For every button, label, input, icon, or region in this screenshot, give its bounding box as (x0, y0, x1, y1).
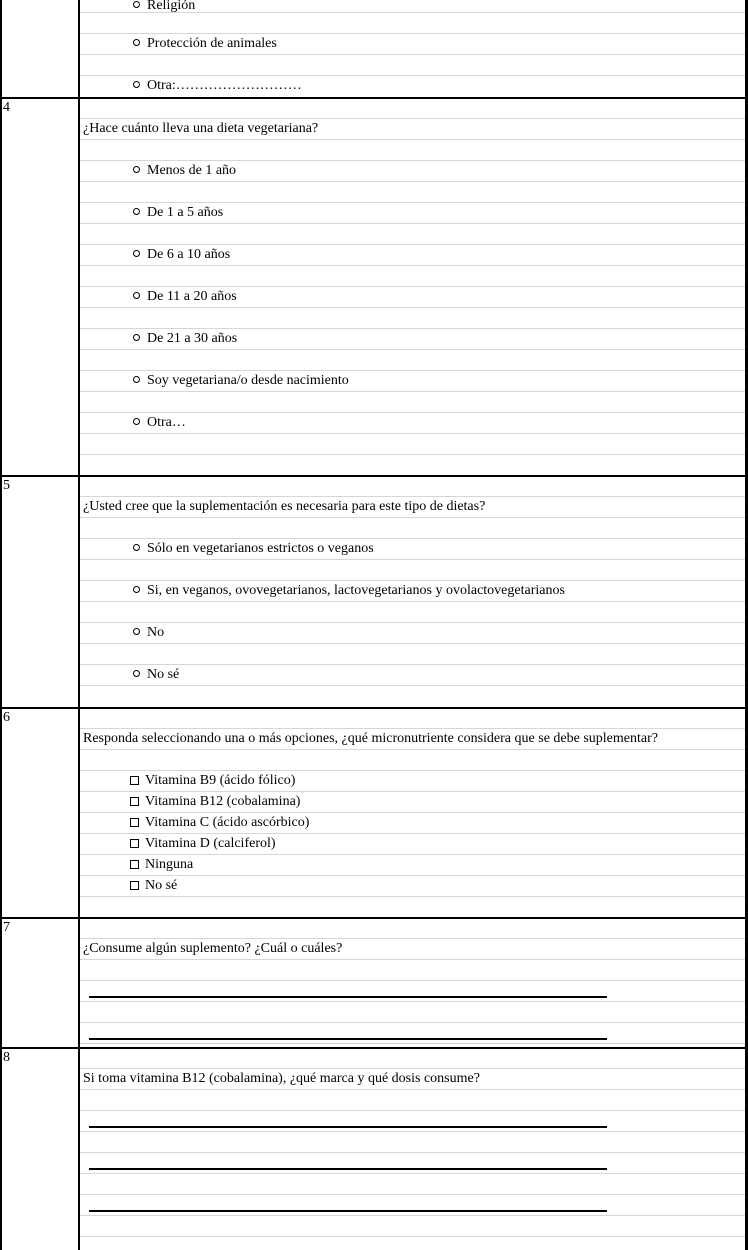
spacer-row (80, 55, 745, 76)
checkbox-option-label: Vitamina C (ácido ascórbico) (145, 815, 310, 830)
spacer-row (80, 560, 745, 581)
spacer-row (80, 1002, 745, 1023)
radio-option-row[interactable] (80, 34, 745, 55)
spacer-row (80, 518, 745, 539)
radio-option-row[interactable] (80, 665, 745, 686)
question-section (80, 0, 745, 97)
spacer-row (80, 644, 745, 665)
spacer-row (80, 99, 745, 119)
radio-circle-icon[interactable] (133, 81, 140, 88)
radio-option-row[interactable] (80, 623, 745, 644)
radio-circle-icon[interactable] (133, 418, 140, 425)
checkbox-icon[interactable] (130, 839, 139, 848)
radio-option-row[interactable] (80, 371, 745, 392)
radio-option-row[interactable] (80, 287, 745, 308)
answer-line-row (80, 1195, 745, 1216)
question-text: ¿Usted cree que la suplementación es necesaria para este tipo de dietas? (80, 497, 745, 518)
spacer-row (80, 1132, 745, 1153)
question-number: 5 (3, 478, 10, 493)
spacer-row (80, 182, 745, 203)
radio-option-label: De 11 a 20 años (147, 289, 237, 304)
checkbox-option-label: Vitamina B9 (ácido fólico) (145, 773, 296, 788)
question-section (80, 477, 745, 707)
spacer-row (80, 919, 745, 939)
spacer-row (80, 13, 745, 34)
question-number: 6 (3, 710, 10, 725)
radio-option-row[interactable] (80, 581, 745, 602)
radio-option-row[interactable] (80, 329, 745, 350)
radio-circle-icon[interactable] (133, 292, 140, 299)
radio-option-label: Otra:……………………… (147, 78, 302, 93)
question-text: Si toma vitamina B12 (cobalamina), ¿qué marca y qué dosis consume? (80, 1069, 745, 1090)
radio-circle-icon[interactable] (133, 208, 140, 215)
spacer-row (80, 140, 745, 161)
radio-circle-icon[interactable] (133, 376, 140, 383)
radio-circle-icon[interactable] (133, 628, 140, 635)
question-number: 7 (3, 920, 10, 935)
checkbox-icon[interactable] (130, 776, 139, 785)
radio-option-label: Soy vegetariana/o desde nacimiento (147, 373, 349, 388)
spacer-row (80, 266, 745, 287)
radio-circle-icon[interactable] (133, 166, 140, 173)
question-text: ¿Consume algún suplemento? ¿Cuál o cuáles? (80, 939, 745, 960)
row-divider (0, 475, 748, 477)
answer-line-row (80, 981, 745, 1002)
checkbox-icon[interactable] (130, 881, 139, 890)
answer-line[interactable] (89, 1210, 607, 1212)
radio-option-row[interactable] (80, 76, 745, 97)
spacer-row (80, 350, 745, 371)
row-divider (0, 97, 748, 99)
answer-line[interactable] (89, 1038, 607, 1040)
radio-option-label: De 21 a 30 años (147, 331, 238, 346)
answer-line-row (80, 1153, 745, 1174)
radio-circle-icon[interactable] (133, 39, 140, 46)
checkbox-icon[interactable] (130, 797, 139, 806)
checkbox-option-row[interactable] (80, 813, 745, 834)
question-number: 8 (3, 1050, 10, 1065)
spacer-row (80, 224, 745, 245)
radio-option-row[interactable] (80, 413, 745, 434)
checkbox-option-label: Vitamina D (calciferol) (145, 836, 276, 851)
spacer-row (80, 1216, 745, 1237)
radio-circle-icon[interactable] (133, 334, 140, 341)
radio-circle-icon[interactable] (133, 250, 140, 257)
spacer-row (80, 434, 745, 455)
spacer-row (80, 455, 745, 475)
radio-option-label: De 1 a 5 años (147, 205, 224, 220)
spacer-row (80, 602, 745, 623)
radio-circle-icon[interactable] (133, 586, 140, 593)
radio-option-label: Menos de 1 año (147, 163, 237, 178)
checkbox-option-row[interactable] (80, 855, 745, 876)
checkbox-option-row[interactable] (80, 771, 745, 792)
radio-option-row[interactable] (80, 539, 745, 560)
question-section (80, 919, 745, 1047)
radio-circle-icon[interactable] (133, 670, 140, 677)
radio-option-label: Sólo en vegetarianos estrictos o veganos (147, 541, 374, 556)
spacer-row (80, 477, 745, 497)
radio-option-label: No sé (147, 667, 180, 682)
question-section (80, 1049, 745, 1250)
radio-option-label: Si, en veganos, ovovegetarianos, lactovegetarianos y ovolactovegetarianos (147, 583, 565, 598)
spacer-row (80, 1090, 745, 1111)
radio-circle-icon[interactable] (133, 1, 140, 8)
question-section (80, 99, 745, 475)
checkbox-option-row[interactable] (80, 834, 745, 855)
checkbox-icon[interactable] (130, 818, 139, 827)
spacer-row (80, 308, 745, 329)
answer-line-row (80, 1023, 745, 1044)
row-divider (0, 1047, 748, 1049)
radio-option-row[interactable] (80, 245, 745, 266)
answer-line[interactable] (89, 996, 607, 998)
spacer-row (80, 392, 745, 413)
checkbox-option-row[interactable] (80, 792, 745, 813)
checkbox-option-label: Ninguna (145, 857, 194, 872)
spacer-row (80, 897, 745, 917)
radio-circle-icon[interactable] (133, 544, 140, 551)
answer-line-row (80, 1111, 745, 1132)
radio-option-label: No (147, 625, 165, 640)
radio-option-row[interactable] (80, 161, 745, 182)
radio-option-row[interactable] (80, 0, 745, 13)
question-text: Responda seleccionando una o más opciones, ¿qué micronutriente considera que se debe suplementar? (80, 729, 745, 750)
row-divider (0, 917, 748, 919)
spacer-row (80, 1049, 745, 1069)
answer-line[interactable] (89, 1126, 607, 1128)
spacer-row (80, 709, 745, 729)
table-left-border (0, 0, 2, 1250)
question-text: ¿Hace cuánto lleva una dieta vegetariana? (80, 119, 745, 140)
checkbox-option-label: No sé (145, 878, 178, 893)
radio-option-label: Protección de animales (147, 36, 277, 51)
checkbox-icon[interactable] (130, 860, 139, 869)
row-divider (0, 707, 748, 709)
answer-line[interactable] (89, 1168, 607, 1170)
spacer-row (80, 686, 745, 707)
spacer-row (80, 960, 745, 981)
spacer-row (80, 1174, 745, 1195)
radio-option-label: Religión (147, 0, 196, 13)
radio-option-row[interactable] (80, 203, 745, 224)
question-number: 4 (3, 100, 10, 115)
checkbox-option-label: Vitamina B12 (cobalamina) (145, 794, 301, 809)
radio-option-label: Otra… (147, 415, 186, 430)
spacer-row (80, 1237, 745, 1250)
question-section (80, 709, 745, 917)
radio-option-label: De 6 a 10 años (147, 247, 231, 262)
spacer-row (80, 750, 745, 771)
checkbox-option-row[interactable] (80, 876, 745, 897)
